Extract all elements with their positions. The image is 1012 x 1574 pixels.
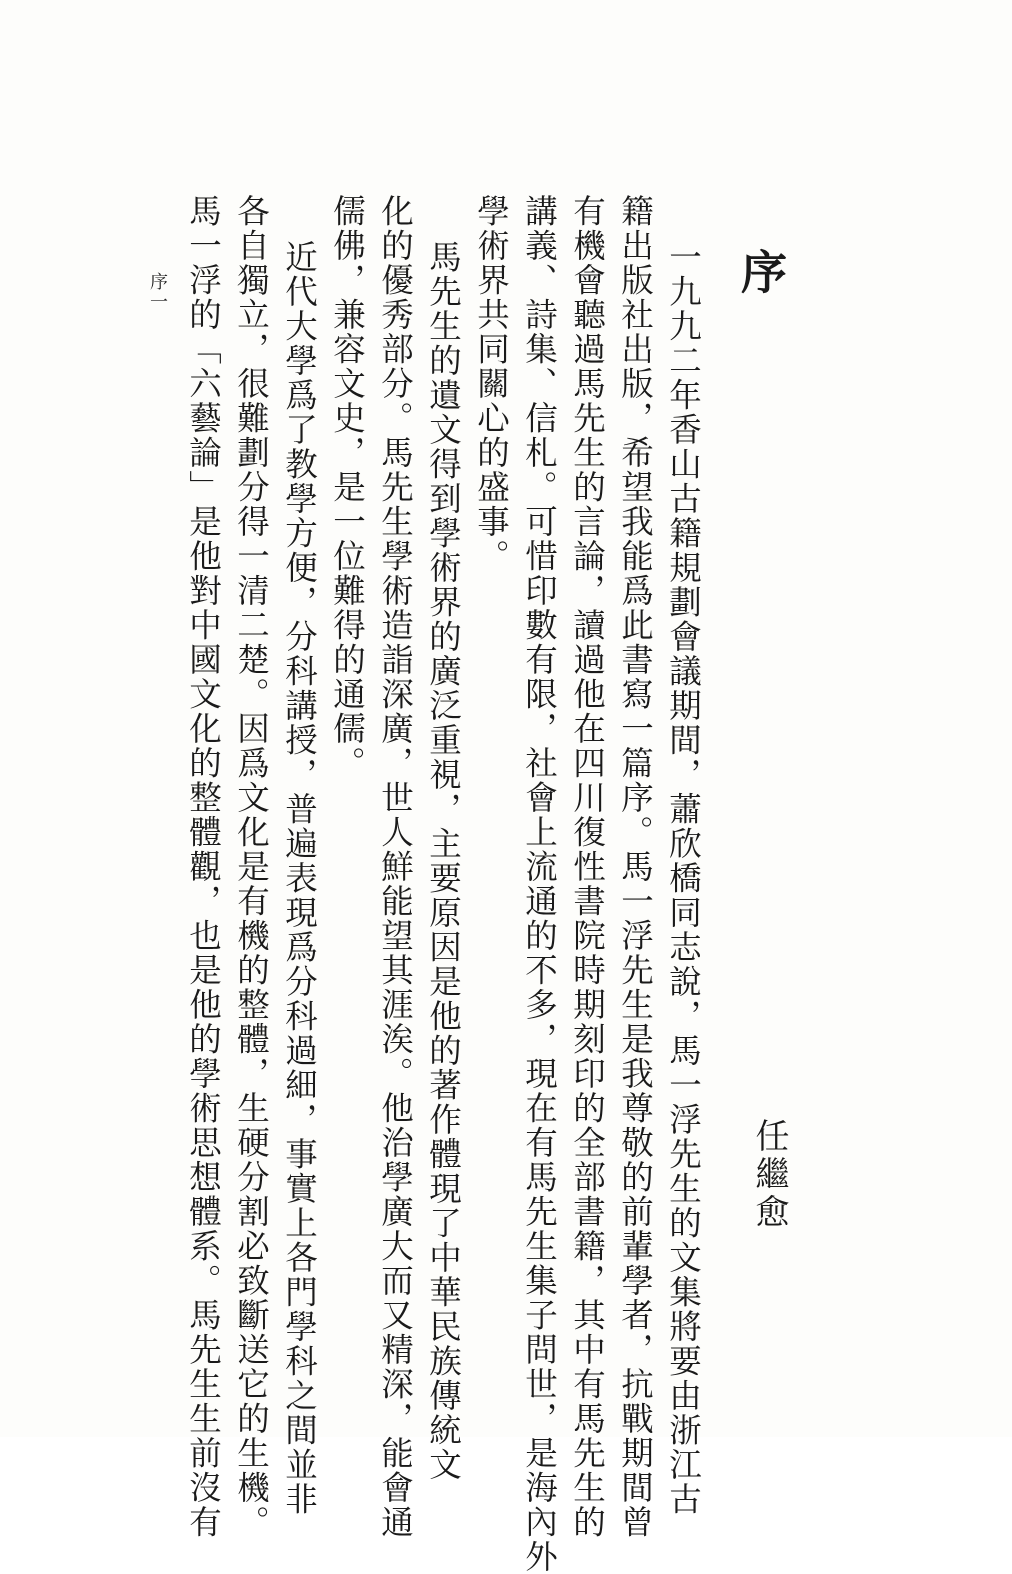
text-column-1: 一九九二年香山古籍規劃會議期間，蕭欣橋同志說，馬一浮先生的文集將要由浙江古 xyxy=(664,240,703,1517)
text-column-8: 儒佛，兼容文史，是一位難得的通儒。 xyxy=(328,194,367,781)
text-column-2: 籍出版社出版，希望我能爲此書寫一篇序。馬一浮先生是我尊敬的前輩學者，抗戰期間曾 xyxy=(616,194,655,1540)
text-column-11: 馬一浮的「六藝論」是他對中國文化的整體觀，也是他的學術思想體系。馬先生生前沒有 xyxy=(184,194,223,1540)
page-title: 序 xyxy=(734,248,788,294)
page-folio: 序一 xyxy=(147,272,168,312)
text-column-5: 學術界共同關心的盛事。 xyxy=(472,194,511,574)
text-column-10: 各自獨立，很難劃分得一清二楚。因爲文化是有機的整體，生硬分割必致斷送它的生機。 xyxy=(232,194,271,1540)
text-column-4: 講義、詩集、信札。可惜印數有限，社會上流通的不多，現在有馬先生集子問世，是海內外 xyxy=(520,194,559,1574)
author-name: 任繼愈 xyxy=(749,1118,789,1232)
text-column-9: 近代大學爲了教學方便，分科講授，普遍表現爲分科過細，事實上各門學科之間並非 xyxy=(280,240,319,1517)
text-column-7: 化的優秀部分。馬先生學術造詣深廣，世人鮮能望其涯涘。他治學廣大而又精深，能會通 xyxy=(376,194,415,1540)
text-column-3: 有機會聽過馬先生的言論，讀過他在四川復性書院時期刻印的全部書籍，其中有馬先生的 xyxy=(568,194,607,1540)
text-column-6: 馬先生的遺文得到學術界的廣泛重視，主要原因是他的著作體現了中華民族傳統文 xyxy=(424,240,463,1482)
